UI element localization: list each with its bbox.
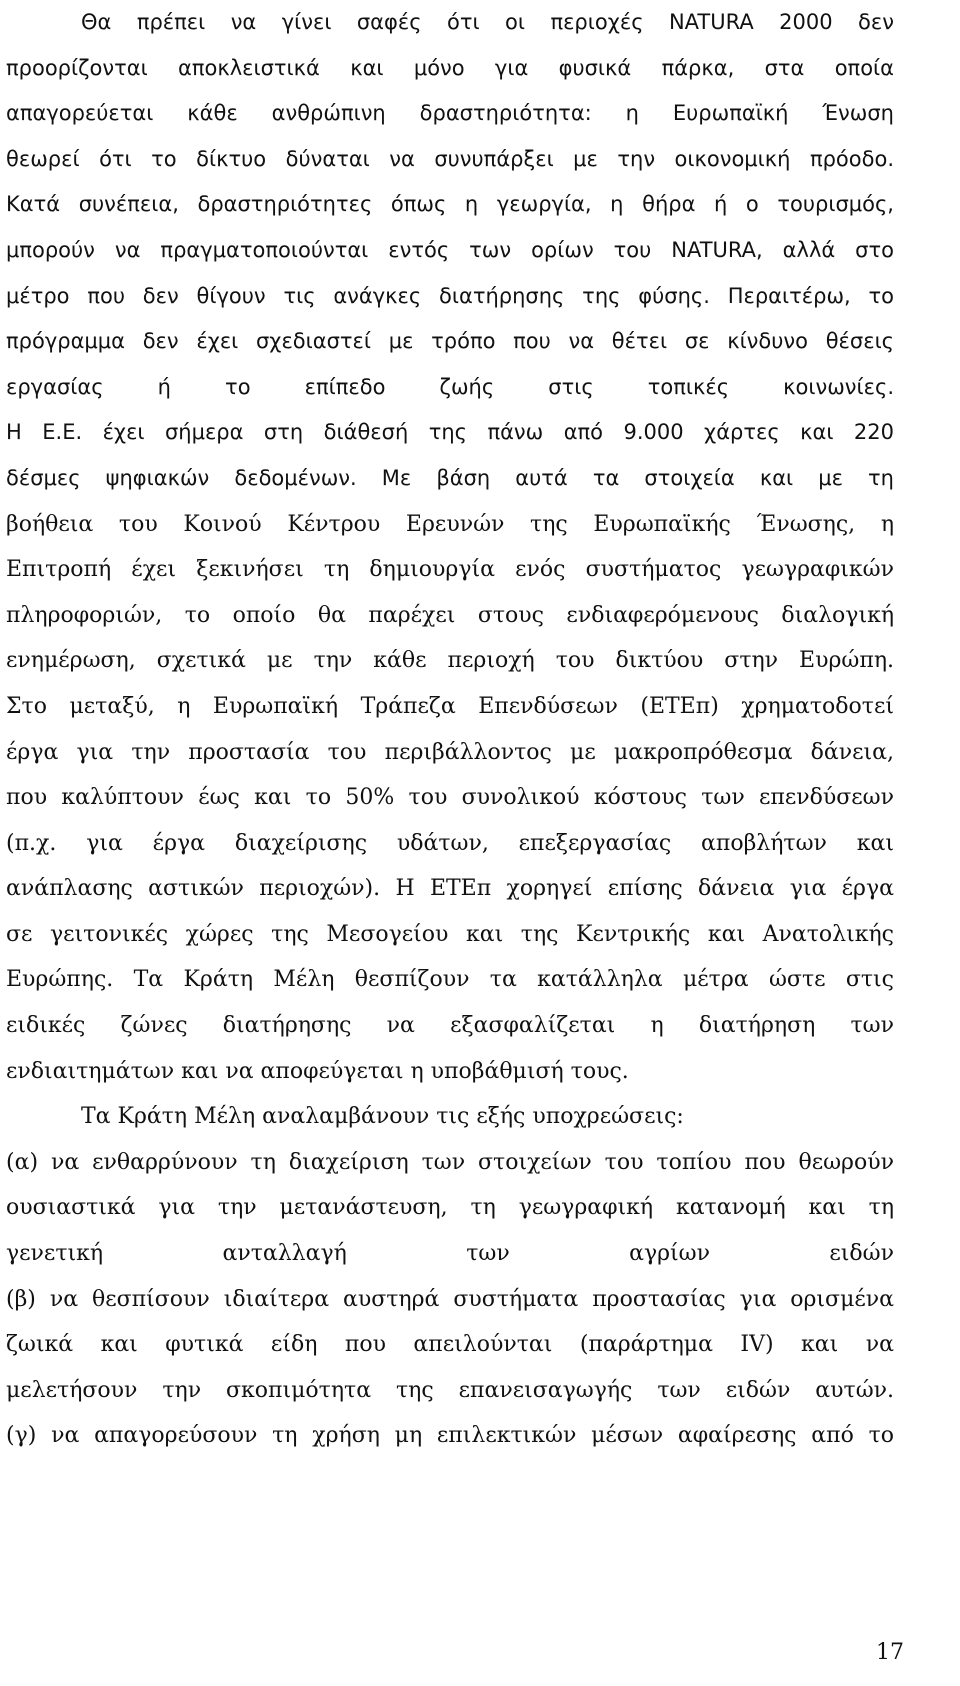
- text-line: απαγορεύεται κάθε ανθρώπινη δραστηριότητα: η Ευρωπαϊκή Ένωση: [6, 101, 894, 126]
- text-line: Τα Κράτη Μέλη αναλαμβάνουν τις εξής υποχρεώσεις:: [81, 1104, 684, 1130]
- text-line: πρόγραμμα δεν έχει σχεδιαστεί με τρόπο που να θέτει σε κίνδυνο θέσεις: [6, 329, 894, 354]
- text-line: Στο μεταξύ, η Ευρωπαϊκή Τράπεζα Επενδύσεων (ΕΤΕπ) χρηματοδοτεί: [6, 693, 894, 719]
- text-line: Επιτροπή έχει ξεκινήσει τη δημιουργία ενός συστήματος γεωγραφικών: [6, 557, 894, 583]
- text-line: δέσμες ψηφιακών δεδομένων. Με βάση αυτά τα στοιχεία και με τη: [6, 465, 894, 490]
- page-number: 17: [876, 1640, 904, 1665]
- text-line: μπορούν να πραγματοποιούνται εντός των ορίων του NATURA, αλλά στο: [6, 237, 894, 262]
- text-line: ενημέρωση, σχετικά με την κάθε περιοχή του δικτύου στην Ευρώπη.: [6, 648, 894, 674]
- text-line: ανάπλασης αστικών περιοχών). Η ΕΤΕπ χορηγεί επίσης δάνεια για έργα: [6, 876, 894, 902]
- text-line: που καλύπτουν έως και το 50% του συνολικού κόστους των επενδύσεων: [6, 785, 894, 811]
- list-item-c: (γ) να απαγορεύσουν τη χρήση μη επιλεκτικών μέσων αφαίρεσης από το: [6, 1423, 894, 1449]
- text-line: ουσιαστικά για την μετανάστευση, τη γεωγραφική κατανομή και τη: [6, 1195, 894, 1221]
- text-line: μέτρο που δεν θίγουν τις ανάγκες διατήρησης της φύσης. Περαιτέρω, το: [6, 283, 894, 308]
- text-line: πληροφοριών, το οποίο θα παρέχει στους ενδιαφερόμενους διαλογική: [6, 602, 894, 628]
- text-line: σε γειτονικές χώρες της Μεσογείου και της Κεντρικής και Ανατολικής: [6, 921, 894, 947]
- text-line: Ευρώπης. Τα Κράτη Μέλη θεσπίζουν τα κατάλληλα μέτρα ώστε στις: [6, 967, 894, 993]
- paragraph-obligations: [6, 1094, 894, 1459]
- text-line: γενετική ανταλλαγή των αγρίων ειδών: [6, 1241, 894, 1267]
- document-page: [6, 0, 894, 1459]
- text-line: εργασίας ή το επίπεδο ζωής στις τοπικές κοινωνίες.: [6, 374, 894, 399]
- text-line: μελετήσουν την σκοπιμότητα της επανεισαγωγής των ειδών αυτών.: [6, 1377, 894, 1403]
- text-line: (π.χ. για έργα διαχείρισης υδάτων, επεξεργασίας αποβλήτων και: [6, 830, 894, 856]
- list-item-b: (β) να θεσπίσουν ιδιαίτερα αυστηρά συστήματα προστασίας για ορισμένα: [6, 1286, 894, 1312]
- text-line: Κατά συνέπεια, δραστηριότητες όπως η γεωργία, η θήρα ή ο τουρισμός,: [6, 192, 894, 217]
- list-item-a: (α) να ενθαρρύνουν τη διαχείριση των στοιχείων του τοπίου που θεωρούν: [6, 1149, 894, 1175]
- text-line: ειδικές ζώνες διατήρησης να εξασφαλίζεται η διατήρηση των: [6, 1013, 894, 1039]
- text-line: έργα για την προστασία του περιβάλλοντος με μακροπρόθεσμα δάνεια,: [6, 739, 894, 765]
- paragraph-natura: [6, 0, 894, 1094]
- text-line: βοήθεια του Κοινού Κέντρου Ερευνών της Ευρωπαϊκής Ένωσης, η: [6, 511, 894, 537]
- text-line: ζωικά και φυτικά είδη που απειλούνται (παράρτημα IV) και να: [6, 1332, 894, 1358]
- text-line: Η Ε.Ε. έχει σήμερα στη διάθεσή της πάνω από 9.000 χάρτες και 220: [6, 420, 894, 445]
- text-line: θεωρεί ότι το δίκτυο δύναται να συνυπάρξει με την οικονομική πρόοδο.: [6, 146, 894, 171]
- text-line: ενδιαιτημάτων και να αποφεύγεται η υποβάθμισή τους.: [6, 1058, 629, 1084]
- text-line: Θα πρέπει να γίνει σαφές ότι οι περιοχές NATURA 2000 δεν: [81, 10, 894, 34]
- text-line: προορίζονται αποκλειστικά και μόνο για φυσικά πάρκα, στα οποία: [6, 55, 894, 80]
